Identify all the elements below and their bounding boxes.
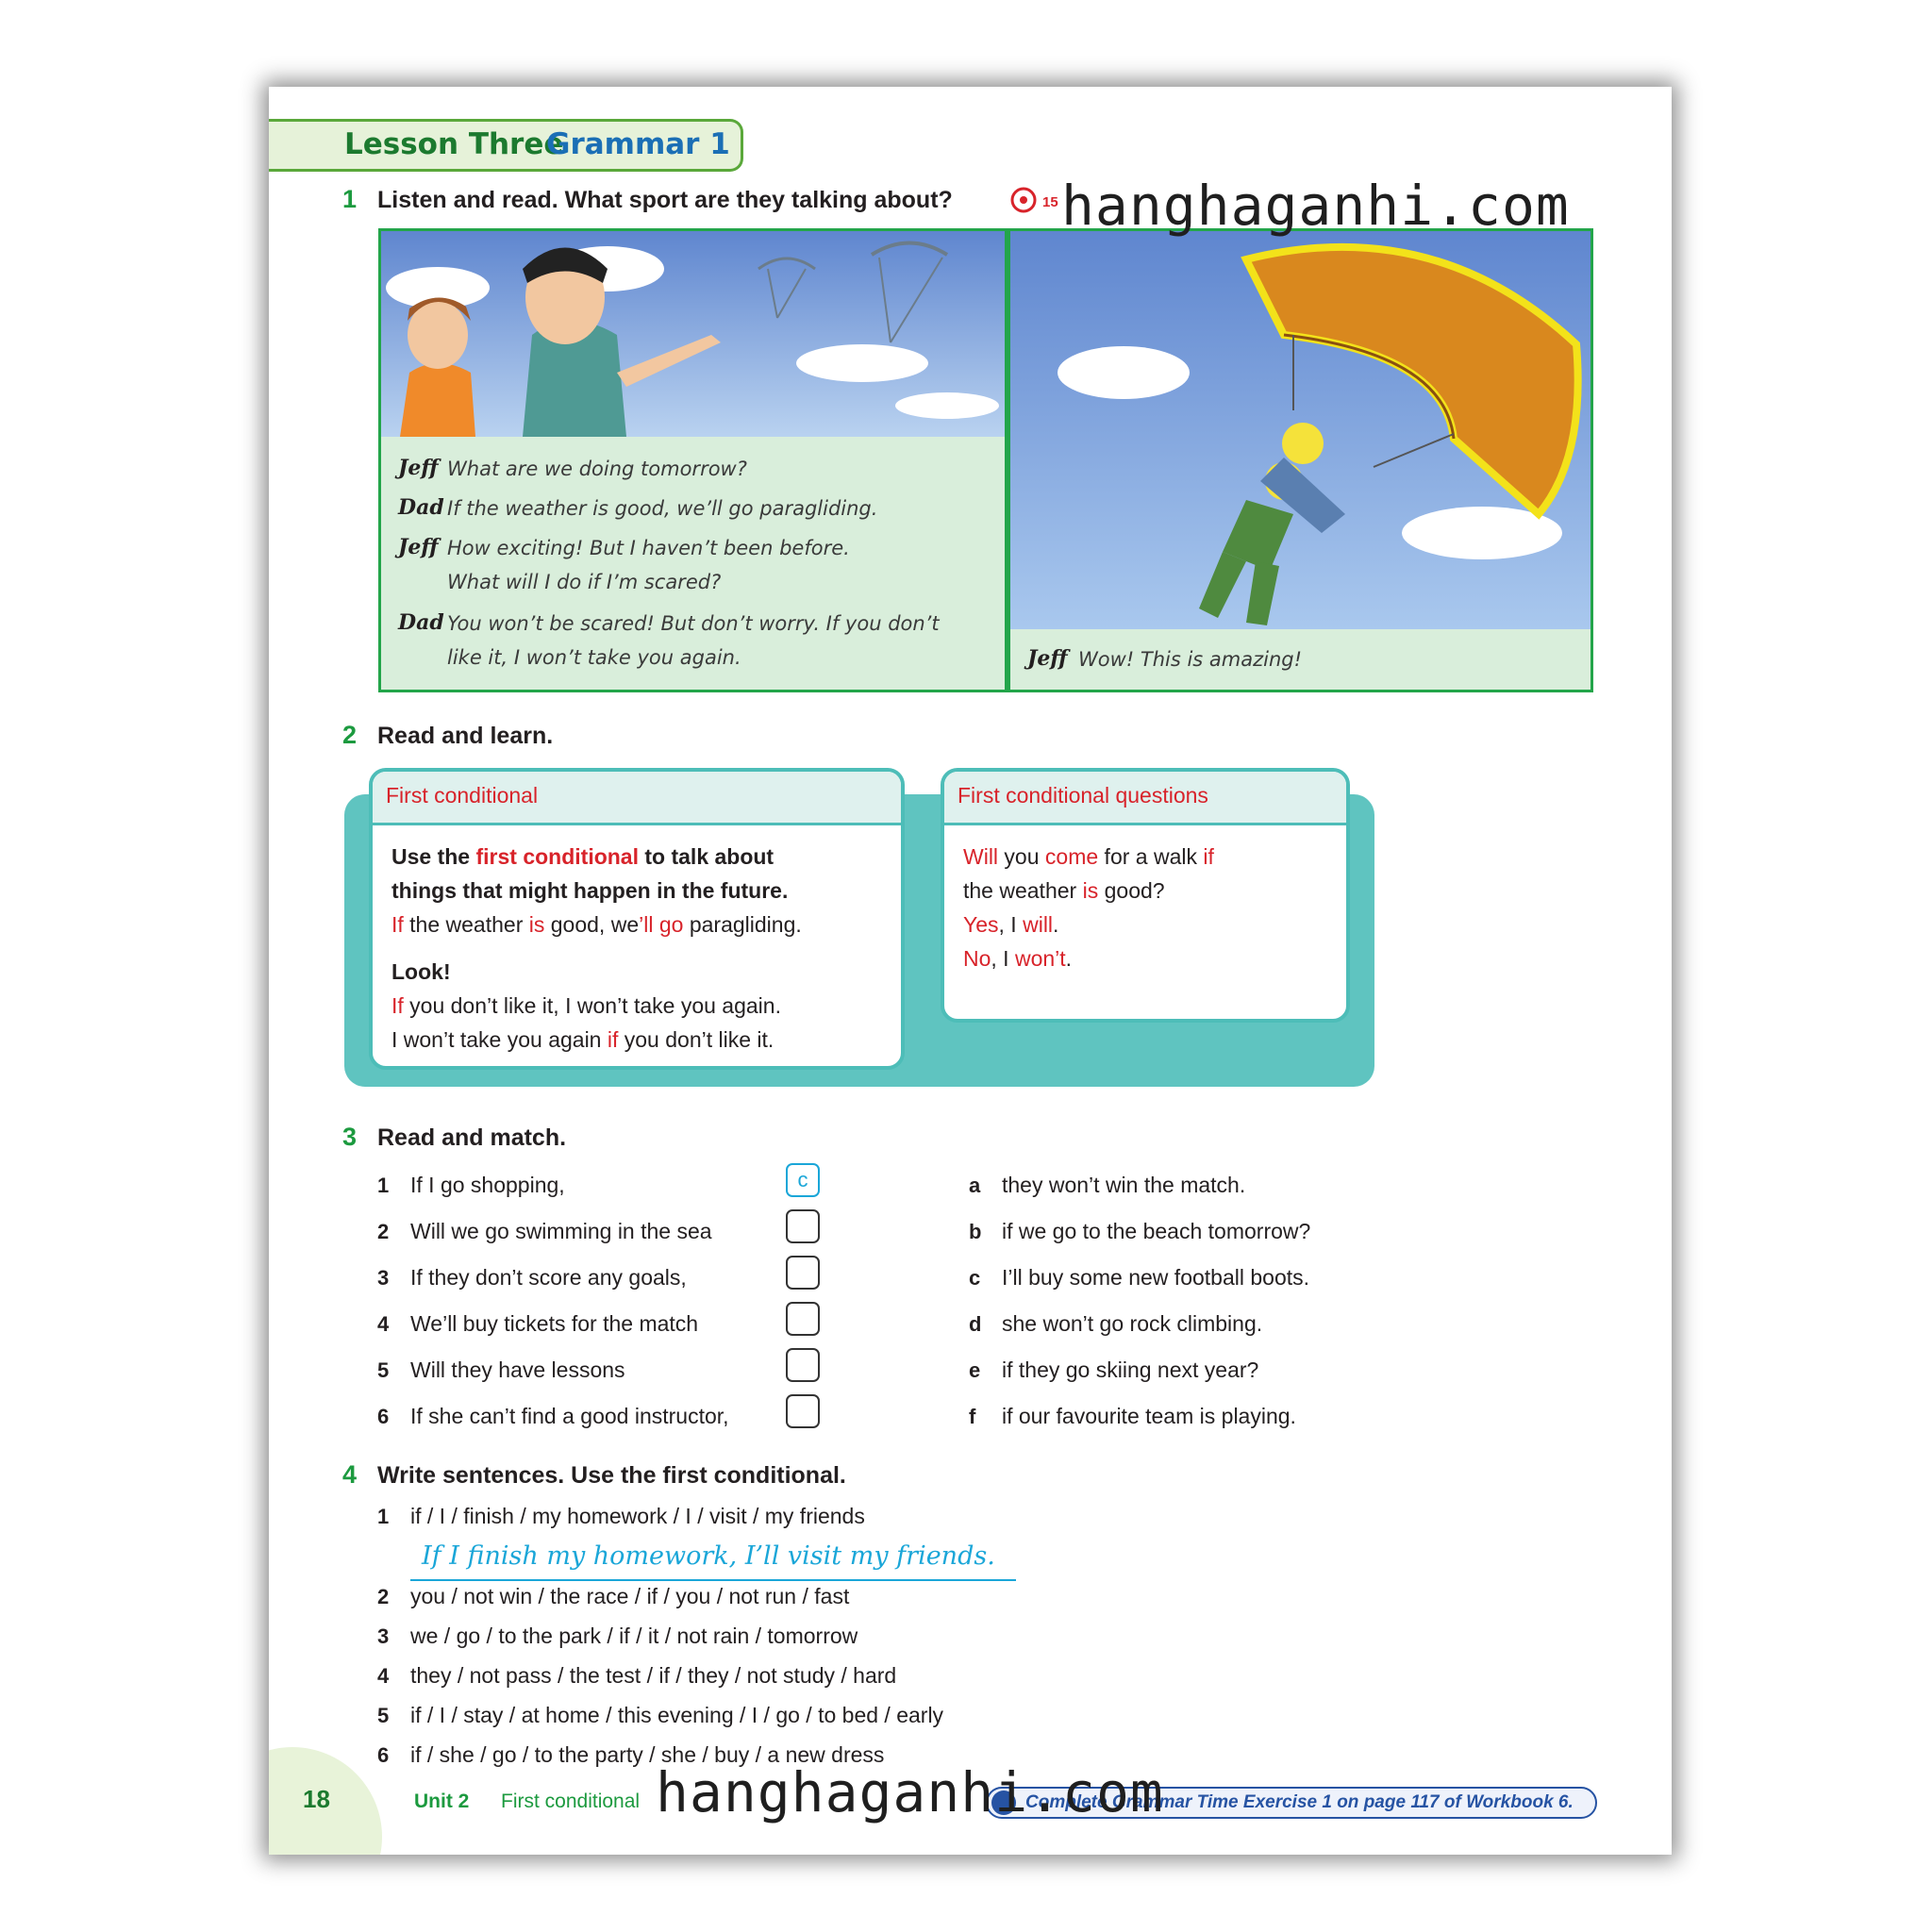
match-letter: b bbox=[969, 1220, 982, 1243]
write-number: 1 bbox=[377, 1505, 390, 1528]
rule-line-1: Use the first conditional to talk about bbox=[391, 844, 774, 869]
footer-topic: First conditional bbox=[501, 1790, 641, 1812]
audio-cd-icon[interactable] bbox=[1010, 187, 1037, 213]
exercise-3-title: Read and match. bbox=[377, 1124, 567, 1151]
lesson-title: Lesson Three bbox=[344, 127, 564, 161]
match-left-item: If I go shopping, bbox=[410, 1173, 565, 1197]
exercise-4-number: 4 bbox=[342, 1460, 358, 1489]
page-number: 18 bbox=[303, 1785, 330, 1813]
exercise-1-title: Listen and read. What sport are they talking about? bbox=[377, 187, 953, 213]
write-prompt: if / I / finish / my homework / I / visit / my friends bbox=[410, 1504, 865, 1528]
write-number: 5 bbox=[377, 1704, 390, 1727]
dialogue-line: What will I do if I’m scared? bbox=[447, 571, 722, 593]
speaker-dad: Dad bbox=[398, 495, 444, 520]
write-number: 3 bbox=[377, 1624, 390, 1648]
match-letter: f bbox=[969, 1405, 976, 1428]
match-right-item: I’ll buy some new football boots. bbox=[1002, 1265, 1310, 1290]
example-answer: If I finish my homework, I’ll visit my friends. bbox=[422, 1541, 995, 1571]
speaker-jeff: Jeff bbox=[1027, 646, 1068, 671]
write-prompt: you / not win / the race / if / you / not run / fast bbox=[410, 1584, 850, 1608]
match-letter: d bbox=[969, 1312, 982, 1336]
comic-illustration-dad-and-jeff bbox=[381, 231, 1005, 437]
match-number: 5 bbox=[377, 1358, 390, 1382]
dialogue-line: How exciting! But I haven’t been before. bbox=[447, 537, 850, 559]
footer-unit: Unit 2 bbox=[414, 1790, 470, 1812]
answer-no: No, I won’t. bbox=[963, 946, 1073, 971]
dialogue-line: You won’t be scared! But don’t worry. If you don’t bbox=[447, 612, 940, 635]
questions-heading: First conditional questions bbox=[958, 783, 1208, 808]
write-prompt: if / she / go / to the party / she / buy / a new dress bbox=[410, 1742, 885, 1767]
exercise-2-number: 2 bbox=[342, 721, 358, 749]
match-left-item: Will they have lessons bbox=[410, 1357, 625, 1382]
grammar-title: Grammar 1 bbox=[546, 127, 730, 161]
look-label: Look! bbox=[391, 959, 451, 984]
first-conditional-heading: First conditional bbox=[386, 783, 539, 808]
watermark-top: hanghaganhi.com bbox=[1061, 174, 1570, 238]
exercise-4-title: Write sentences. Use the first conditional. bbox=[377, 1462, 846, 1489]
write-prompt: we / go / to the park / if / it / not rain / tomorrow bbox=[410, 1624, 858, 1648]
match-right-item: if they go skiing next year? bbox=[1002, 1357, 1259, 1382]
workbook-page bbox=[269, 87, 1672, 1855]
question-line-2: the weather is good? bbox=[963, 878, 1165, 903]
first-conditional-box bbox=[369, 768, 905, 1070]
match-letter: e bbox=[969, 1358, 981, 1382]
write-prompt: they / not pass / the test / if / they / not study / hard bbox=[410, 1663, 897, 1688]
match-answer-box[interactable] bbox=[786, 1256, 820, 1290]
speaker-jeff: Jeff bbox=[398, 456, 439, 480]
write-number: 4 bbox=[377, 1664, 390, 1688]
match-answer-box[interactable]: c bbox=[786, 1163, 820, 1197]
answer-yes: Yes, I will. bbox=[963, 912, 1059, 937]
example-sentence: If the weather is good, we’ll go paragliding. bbox=[391, 912, 802, 937]
match-left-item: If they don’t score any goals, bbox=[410, 1265, 687, 1290]
match-right-item: if our favourite team is playing. bbox=[1002, 1404, 1296, 1428]
look-example-1: If you don’t like it, I won’t take you again. bbox=[391, 993, 781, 1018]
write-number: 6 bbox=[377, 1743, 390, 1767]
exercise-2-title: Read and learn. bbox=[377, 723, 554, 749]
rule-line-2: things that might happen in the future. bbox=[391, 878, 789, 903]
match-letter: c bbox=[969, 1266, 981, 1290]
speaker-dad: Dad bbox=[398, 610, 444, 635]
comic-illustration-paragliding bbox=[1010, 231, 1591, 629]
match-left-item: Will we go swimming in the sea bbox=[410, 1219, 712, 1243]
match-answer-box[interactable] bbox=[786, 1394, 820, 1428]
dialogue-line: What are we doing tomorrow? bbox=[447, 458, 747, 480]
match-answer-box[interactable] bbox=[786, 1209, 820, 1243]
workbook-reference: Complete Grammar Time Exercise 1 on page 117 of Workbook 6. bbox=[986, 1787, 1597, 1819]
match-left-item: If she can’t find a good instructor, bbox=[410, 1404, 729, 1428]
match-number: 3 bbox=[377, 1266, 390, 1290]
speaker-jeff: Jeff bbox=[398, 535, 439, 559]
match-number: 6 bbox=[377, 1405, 390, 1428]
match-number: 2 bbox=[377, 1220, 390, 1243]
match-right-item: if we go to the beach tomorrow? bbox=[1002, 1219, 1311, 1243]
comic-panel-1 bbox=[378, 228, 1008, 692]
match-number: 1 bbox=[377, 1174, 390, 1197]
match-letter: a bbox=[969, 1174, 981, 1197]
match-number: 4 bbox=[377, 1312, 390, 1336]
dialogue-line: Wow! This is amazing! bbox=[1078, 648, 1303, 671]
write-number: 2 bbox=[377, 1585, 390, 1608]
match-answer-box[interactable] bbox=[786, 1302, 820, 1336]
comic-panel-2 bbox=[1008, 228, 1593, 692]
match-left-item: We’ll buy tickets for the match bbox=[410, 1311, 699, 1336]
exercise-1-number: 1 bbox=[342, 185, 358, 213]
dialogue-line: If the weather is good, we’ll go paragliding. bbox=[447, 497, 878, 520]
audio-track-number: 15 bbox=[1042, 194, 1058, 210]
exercise-3-number: 3 bbox=[342, 1123, 358, 1151]
lesson-header-tab bbox=[269, 119, 743, 172]
match-right-item: she won’t go rock climbing. bbox=[1002, 1311, 1263, 1336]
match-right-item: they won’t win the match. bbox=[1002, 1173, 1246, 1197]
first-conditional-questions-box bbox=[941, 768, 1350, 1023]
question-line-1: Will you come for a walk if bbox=[963, 844, 1214, 869]
watermark-bottom: hanghaganhi.com bbox=[656, 1760, 1164, 1824]
write-prompt: if / I / stay / at home / this evening / I / go / to bed / early bbox=[410, 1703, 944, 1727]
answer-line[interactable] bbox=[410, 1541, 1016, 1581]
dialogue-line: like it, I won’t take you again. bbox=[447, 646, 741, 669]
look-example-2: I won’t take you again if you don’t like it. bbox=[391, 1027, 774, 1052]
match-answer-box[interactable] bbox=[786, 1348, 820, 1382]
